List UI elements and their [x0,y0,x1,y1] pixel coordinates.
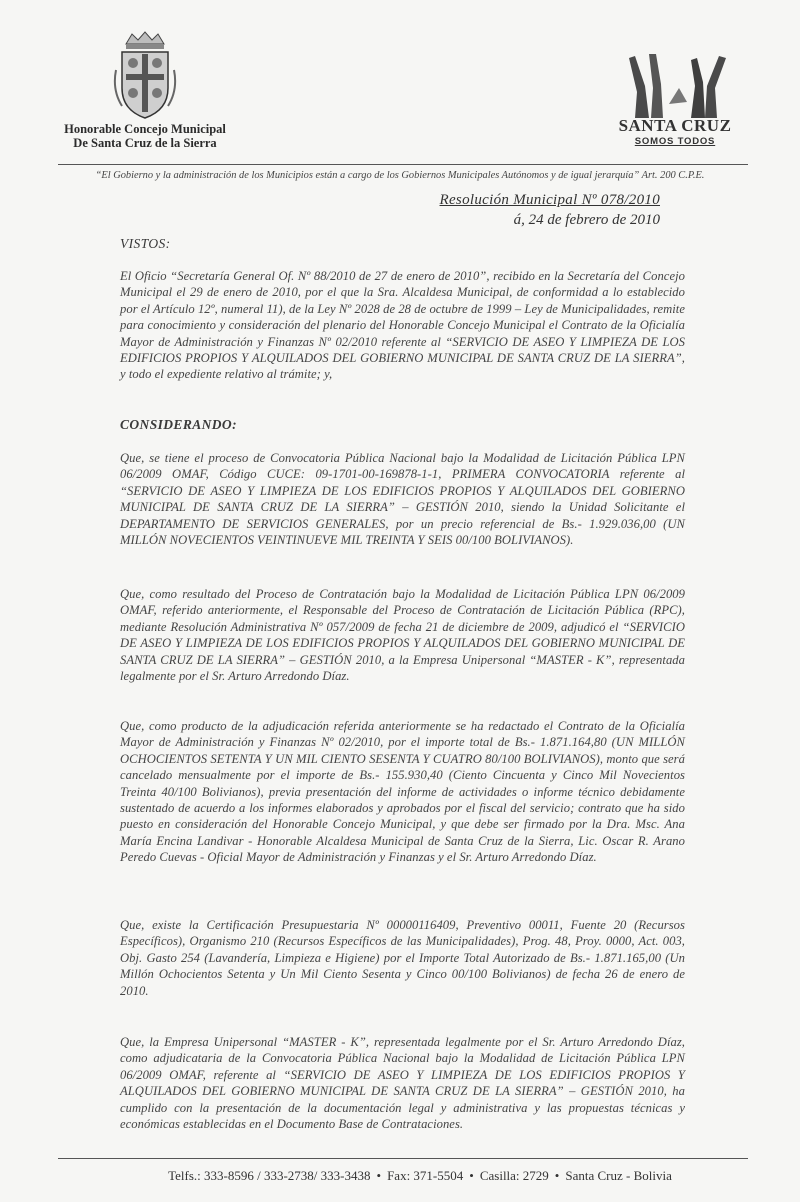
logo-name: SANTA CRUZ [618,116,732,135]
resolution-date: á, 24 de febrero de 2010 [513,212,660,228]
footer-city: Santa Cruz - Bolivia [565,1168,672,1183]
considerando-heading: CONSIDERANDO: [120,417,237,432]
considerando-paragraph: Que, como resultado del Proceso de Contratación bajo la Modalidad de Licitación Pública LPN 06/2009 OMAF, referido anteriormente, el Responsable del Proceso de Contratación de Licitación Pública (RPC), mediante Resolución Administrativa Nº 057/2009 de fecha 21 de diciembre de 2009, adjudicó el “SERVICIO DE ASEO Y LIMPIEZA DE LOS EDIFICIOS PROPIOS Y ALQUILADOS DEL GOBIERNO MUNICIPAL DE SANTA CRUZ DE LA SIERRA” – GESTIÓN 2010, a la Empresa Unipersonal “MASTER - K”, representada legalmente por el Sr. Arturo Arredondo Díaz. [120,587,685,684]
footer-separator: • [469,1168,474,1183]
considerando-paragraph: Que, existe la Certificación Presupuestaria Nº 00000116409, Preventivo 00011, Fuente 20 (Recursos Específicos), Organismo 210 (Recursos Específicos de las Municipalidades), Prog. 48, Proy. 0000, Act. 003, Obj. Gasto 254 (Lavandería, Limpieza e Higiene) por el Importe Total Autorizado de Bs.- 1.871.165,00 (Un Millón Ochocientos Setenta y Un Mil Ciento Sesenta y Cinco 00/100 Bolivianos) de fecha 26 de enero de 2010. [120,918,685,998]
header-divider [58,164,748,165]
constitution-quote: “El Gobierno y la administración de los Municipios están a cargo de los Gobiernos Municipales Autónomos y de igual jerarquía” Art. 200 C.P.E. [95,170,705,181]
santa-cruz-logo [615,52,735,152]
council-name [40,122,250,150]
council-name-line2: De Santa Cruz de la Sierra [73,136,217,150]
considerando-paragraph: Que, la Empresa Unipersonal “MASTER - K”, representada legalmente por el Sr. Arturo Arredondo Díaz, como adjudicataria de la Convocatoria Pública Nacional bajo la Modalidad de Licitación Pública LPN 06/2009 OMAF, referente al “SERVICIO DE ASEO Y LIMPIEZA DE LOS EDIFICIOS PROPIOS Y ALQUILADOS DEL GOBIERNO MUNICIPAL DE SANTA CRUZ DE LA SIERRA” – GESTIÓN 2010, ha cumplido con la presentación de la documentación legal y administrativa y las propuestas técnicas y económicas establecidas en el Documento Base de Contrataciones. [120,1035,685,1132]
considerando-paragraph: Que, como producto de la adjudicación referida anteriormente se ha redactado el Contrato de la Oficialía Mayor de Administración y Finanzas Nº 02/2010, por el importe total de Bs.- 1.871.164,80 (UN MILLÓN OCHOCIENTOS SETENTA Y UN MIL CIENTO SESENTA Y CUATRO 80/100 BOLIVIANOS), monto que será cancelado mensualmente por el importe de Bs.- 155.930,40 (Ciento Cincuenta y Cinco Mil Novecientos Treinta 40/100 Bolivianos), previa presentación del informe de actividades o informe técnico debidamente sustentado de acuerdo a los informes elaborados y aprobados por el fiscal del servicio; contrato que ha sido puesto en consideración del Honorable Concejo Municipal, y que debe ser firmado por la Dra. Msc. Ana María Encina Landivar - Honorable Alcaldesa Municipal de Santa Cruz de la Sierra, Lic. Oscar R. Arano Peredo Cuevas - Oficial Mayor de Administración y Finanzas y el Sr. Arturo Arredondo Díaz. [120,719,685,865]
logo-tagline: SOMOS TODOS [634,136,716,147]
people-figures-icon [623,52,733,118]
footer-separator: • [376,1168,382,1183]
footer-separator: • [554,1168,560,1183]
coat-of-arms-icon [112,30,178,122]
footer-phones: Telfs.: 333-8596 / 333-2738/ 333-3438 [168,1168,371,1183]
footer-casilla: Casilla: 2729 [479,1168,549,1183]
resolution-title: Resolución Municipal Nº 078/2010 [439,192,660,208]
footer-fax: Fax: 371-5504 [387,1168,464,1183]
considerando-paragraph: Que, se tiene el proceso de Convocatoria Pública Nacional bajo la Modalidad de Licitación Pública LPN 06/2009 OMAF, Código CUCE: 09-1701-00-169878-1-1, PRIMERA CONVOCATORIA referente al “SERVICIO DE ASEO Y LIMPIEZA DE LOS EDIFICIOS PROPIOS Y ALQUILADOS DEL GOBIERNO MUNICIPAL DE SANTA CRUZ DE LA SIERRA” – GESTIÓN 2010, siendo la Unidad Solicitante el DEPARTAMENTO DE SERVICIOS GENERALES, por un precio referencial de Bs.- 1.929.036,00 (UN MILLÓN NOVECIENTOS VEINTINUEVE MIL TREINTA Y SEIS 00/100 BOLIVIANOS). [120,451,685,548]
footer-contact [40,1168,800,1184]
footer-divider [58,1158,748,1159]
vistos-paragraph: El Oficio “Secretaría General Of. Nº 88/2010 de 27 de enero de 2010”, recibido en la Secretaría del Concejo Municipal el 29 de enero de 2010, por el que la Sra. Alcaldesa Municipal, de conformidad a lo establecido por el Artículo 12º, numeral 11), de la Ley Nº 2028 de 28 de octubre de 1999 – Ley de Municipalidades, remite para conocimiento y consideración del plenario del Honorable Concejo Municipal el Contrato de la Oficialía Mayor de Administración y Finanzas Nº 02/2010 referente al “SERVICIO DE ASEO Y LIMPIEZA DE LOS EDIFICIOS PROPIOS Y ALQUILADOS DEL GOBIERNO MUNICIPAL DE SANTA CRUZ DE LA SIERRA”, y todo el expediente relativo al trámite; y, [120,269,685,382]
vistos-heading: VISTOS: [120,236,171,251]
council-name-line1: Honorable Concejo Municipal [64,122,226,136]
